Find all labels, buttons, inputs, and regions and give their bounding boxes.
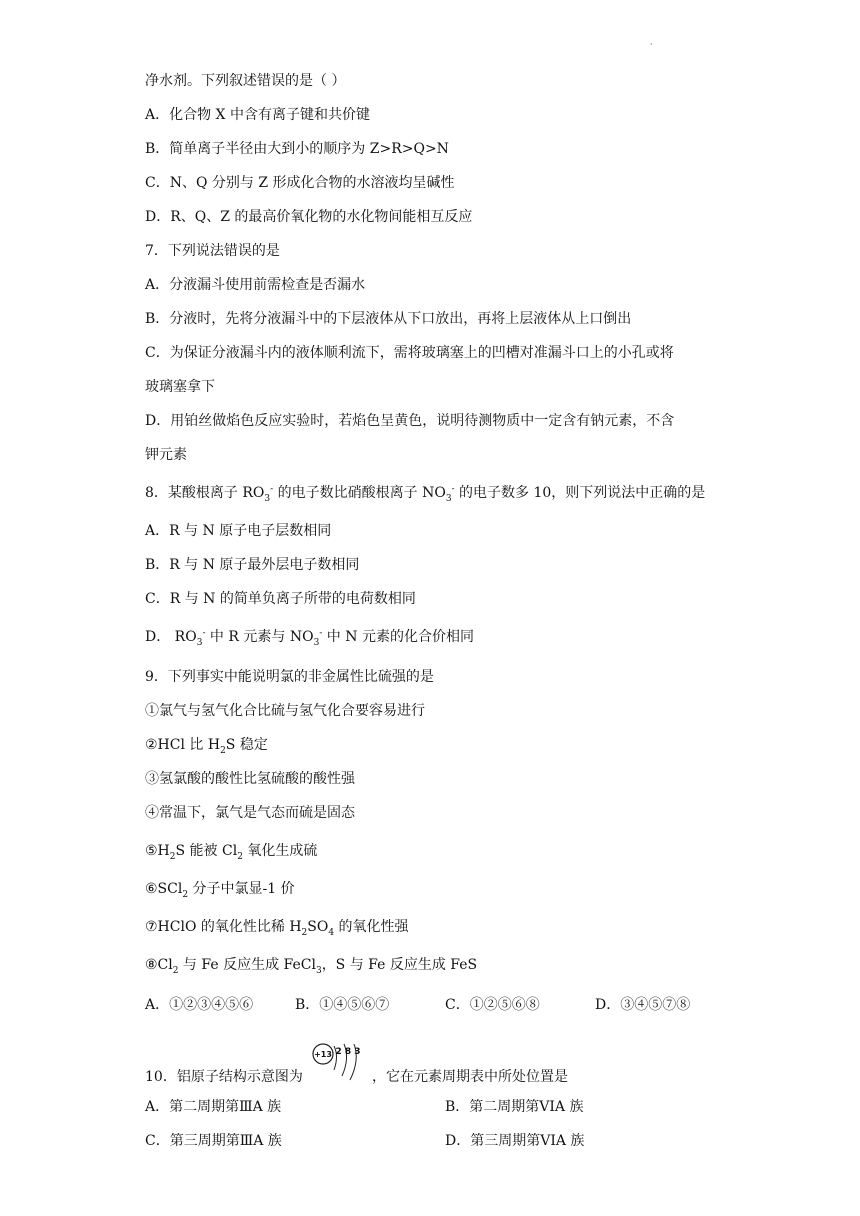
atom-shell-label: 2 8 3 (335, 1047, 361, 1057)
q9-statement-7: ⑦HClO 的氧化性比稀 $H_2SO_4$ 的氧化性强 (145, 919, 409, 938)
q7-option-d-cont: 钾元素 (145, 447, 187, 463)
q10-option-b: B．第二周期第VIA 族 (445, 1099, 584, 1115)
q9-stem: 9．下列事实中能说明氯的非金属性比硫强的是 (145, 669, 434, 685)
q7-option-c-cont: 玻璃塞拿下 (145, 379, 215, 395)
q10-stem-a: 10．铝原子结构示意图为 (145, 1069, 303, 1085)
q9-statement-6: ⑥SCl$_2$ 分子中氯显-1 价 (145, 881, 295, 900)
q9-statement-5: $⑤H_2S$ 能被 $Cl_2$ 氧化生成硫 (145, 843, 318, 862)
q7-stem: 7．下列说法错误的是 (145, 243, 280, 259)
q8-option-a: A．R 与 N 原子电子层数相同 (145, 523, 332, 539)
q7-option-c: C．为保证分液漏斗内的液体顺利流下，需将玻璃塞上的凹槽对准漏斗口上的小孔或将 (145, 345, 674, 361)
q8-stem: 8．某酸根离子 $RO_3^-$ 的电子数比硝酸根离子 $NO_3^-$ 的电子数多 10，则下列说法中正确的是 (145, 484, 706, 504)
q9-statement-2: ②HCl 比 $H_2S$ 稳定 (145, 737, 268, 756)
q9-option-b: B．①④⑤⑥⑦ (295, 997, 390, 1013)
q6-option-b: B．简单离子半径由大到小的顺序为 Z>R>Q>N (145, 141, 449, 157)
q10-option-c: C．第三周期第ⅢA 族 (145, 1133, 282, 1149)
q10-stem-b: ，它在元素周期表中所处位置是 (372, 1069, 568, 1085)
q9-statement-4: ④常温下，氯气是气态而硫是固态 (145, 805, 355, 821)
q9-option-d: D．③④⑤⑦⑧ (595, 997, 691, 1013)
q7-option-d: D．用铂丝做焰色反应实验时，若焰色呈黄色，说明待测物质中一定含有钠元素，不含 (145, 413, 675, 429)
header-dot: · (650, 40, 653, 49)
q7-option-b: B．分液时，先将分液漏斗中的下层液体从下口放出，再将上层液体从上口倒出 (145, 311, 632, 327)
q8-option-d: D． $RO_3^-$ 中 R 元素与 $NO_3^-$ 中 N 元素的化合价相同 (145, 628, 474, 648)
q10-option-d: D．第三周期第VIA 族 (445, 1133, 585, 1149)
q6-option-d: D．R、Q、Z 的最高价氧化物的水化物间能相互反应 (145, 209, 473, 225)
atom-nucleus-label: +13 (314, 1050, 332, 1059)
q9-option-a: A．①②③④⑤⑥ (145, 997, 254, 1013)
q8-option-b: B．R 与 N 原子最外层电子数相同 (145, 557, 360, 573)
q6-option-c: C．N、Q 分别与 Z 形成化合物的水溶液均呈碱性 (145, 175, 455, 191)
q9-option-c: C．①②⑤⑥⑧ (445, 997, 540, 1013)
q6-option-a: A．化合物 X 中含有离子键和共价键 (145, 107, 370, 123)
q9-statement-1: ①氯气与氢气化合比硫与氢气化合要容易进行 (145, 703, 425, 719)
aluminum-atom-diagram (312, 1040, 370, 1084)
q9-statement-8: $⑧Cl_2$ 与 Fe 反应生成 FeCl$_3$，S 与 Fe 反应生成 FeS (145, 957, 478, 976)
q8-option-c: C．R 与 N 的简单负离子所带的电荷数相同 (145, 591, 416, 607)
q7-option-a: A．分液漏斗使用前需检查是否漏水 (145, 277, 366, 293)
q9-statement-3: ③氢氯酸的酸性比氢硫酸的酸性强 (145, 771, 355, 787)
q6-stem-end: 净水剂。下列叙述错误的是（ ） (145, 73, 346, 89)
q10-option-a: A．第二周期第ⅢA 族 (145, 1099, 282, 1115)
